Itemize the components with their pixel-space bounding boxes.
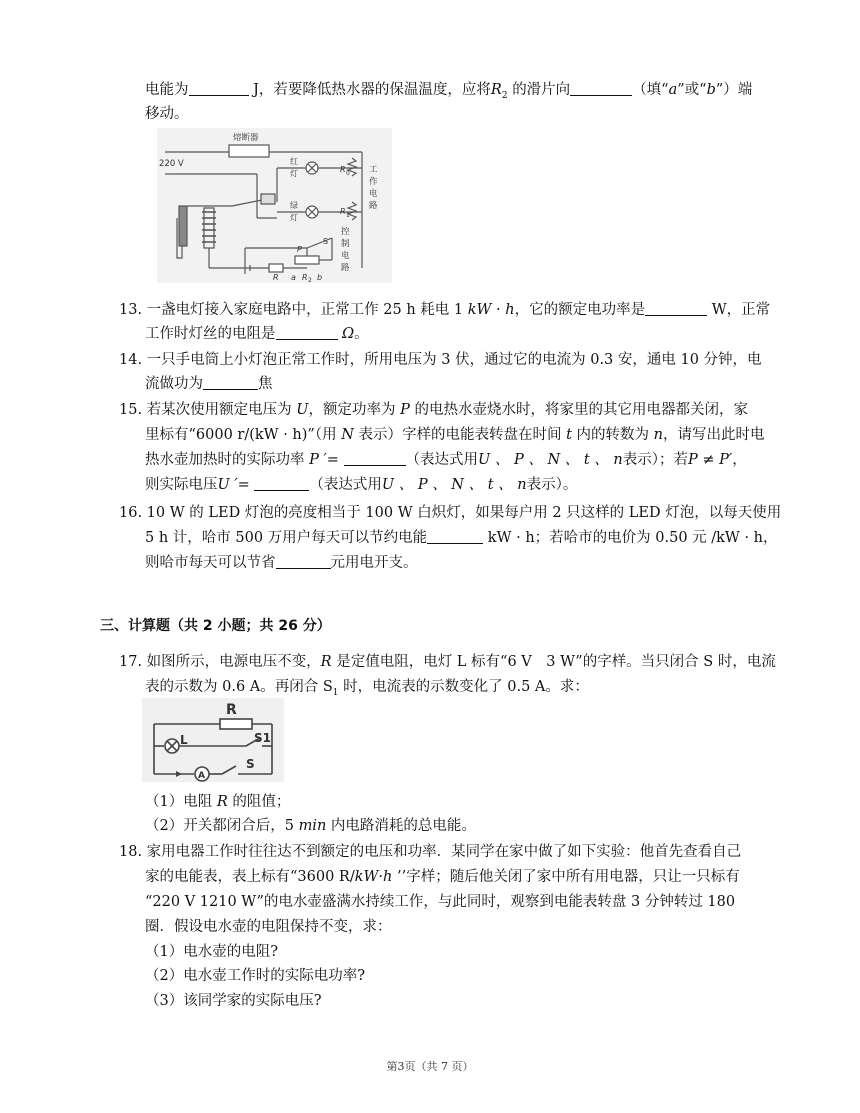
svg-text:灯: 灯 bbox=[290, 169, 298, 178]
svg-text:路: 路 bbox=[341, 263, 350, 273]
q18-line-4: 圈．假设电水壶的电阻保持不变，求： bbox=[145, 919, 392, 935]
q17-sub-2: （2）开关都闭合后，5 min 内电路消耗的总电能。 bbox=[145, 818, 476, 834]
q18-sub-2: （2）电水壶工作时的实际电功率? bbox=[145, 968, 365, 984]
q16-line-3: 则哈市每天可以节省 元用电开支。 bbox=[145, 555, 418, 571]
q18-line-2: 家的电能表，表上标有“3600 R/kW·h ’’字样；随后他关闭了家中所有用电器，只让一只标有 bbox=[145, 869, 740, 885]
q18-line-3: “220 V 1210 W”的电水壶盛满水持续工作，与此同时，观察到电能表转盘 3 分钟转过 180 bbox=[145, 894, 736, 910]
q17-sub-1: （1）电阻 R 的阻值； bbox=[145, 794, 291, 810]
svg-text:R: R bbox=[302, 273, 308, 282]
svg-text:S1: S1 bbox=[254, 731, 271, 745]
q14-line-1: 14. 一只手电筒上小灯泡正常工作时，所用电压为 3 伏，通过它的电流为 0.3 安，通电 10 分钟，电 bbox=[119, 352, 762, 368]
svg-text:绿: 绿 bbox=[290, 201, 298, 210]
svg-text:电: 电 bbox=[369, 189, 378, 199]
svg-text:电: 电 bbox=[341, 251, 350, 261]
q13-line-2: 工作时灯丝的电阻是 Ω。 bbox=[145, 326, 369, 342]
svg-text:工: 工 bbox=[369, 165, 378, 175]
svg-text:b: b bbox=[317, 273, 323, 282]
q15-line-2: 里标有“6000 r/(kW · h)”（用 N 表示）字样的电能表转盘在时间 t 内的转数为 n，请写出此时电 bbox=[145, 427, 765, 443]
svg-text:R: R bbox=[340, 165, 346, 174]
svg-text:作: 作 bbox=[369, 177, 378, 187]
q17-line-1: 17. 如图所示，电源电压不变，R 是定值电阻，电灯 L 标有“6 V 3 W”的字样。当只闭合 S 时，电流 bbox=[119, 654, 776, 670]
svg-text:R: R bbox=[273, 273, 279, 282]
svg-text:熔断器: 熔断器 bbox=[233, 133, 259, 143]
svg-text:R: R bbox=[340, 207, 346, 216]
q18-sub-3: （3）该同学家的实际电压? bbox=[145, 993, 322, 1009]
svg-text:制: 制 bbox=[341, 239, 350, 249]
svg-text:220 V: 220 V bbox=[159, 159, 184, 169]
q13-line-1: 13. 一盏电灯接入家庭电路中，正常工作 25 h 耗电 1 kW · h，它的额定电功率是 W，正常 bbox=[119, 302, 771, 318]
svg-text:1: 1 bbox=[346, 212, 350, 219]
svg-text:L: L bbox=[180, 733, 188, 747]
thermostat-circuit-figure bbox=[157, 128, 392, 283]
q18-line-1: 18. 家用电器工作时往往达不到额定的电压和功率．某同学在家中做了如下实验：他首先查看自己 bbox=[119, 844, 742, 860]
q17-line-2: 表的示数为 0.6 A。再闭合 $S_1$ 时，电流表的示数变化了 0.5 A。求： bbox=[145, 679, 589, 698]
svg-text:S: S bbox=[323, 237, 329, 246]
q16-line-2: 5 h 计，哈市 500 万用户每天可以节约电能 kW · h；若哈市的电价为 0.50 元 /kW · h， bbox=[145, 530, 778, 546]
svg-text:a: a bbox=[291, 273, 296, 282]
svg-text:R: R bbox=[226, 702, 237, 718]
svg-text:2: 2 bbox=[308, 277, 312, 283]
svg-text:红: 红 bbox=[290, 157, 298, 166]
q14-line-2: 流做功为 焦 bbox=[145, 376, 273, 392]
section-3-heading: 三、计算题（共 2 小题；共 26 分） bbox=[100, 618, 331, 634]
q15-line-4: 则实际电压U ′= （表达式用U 、 P 、 N 、 t 、 n表示）。 bbox=[145, 477, 578, 493]
svg-text:A: A bbox=[198, 771, 205, 781]
q15-line-1: 15. 若某次使用额定电压为 U，额定功率为 P 的电热水壶烧水时，将家里的其它用电器都关闭，家 bbox=[119, 402, 748, 418]
q12-line-1: 电能为 J，若要降低热水器的保温温度，应将$R_2$ 的滑片向 （填“a”或“b”）端 bbox=[145, 82, 753, 101]
q18-sub-1: （1）电水壶的电阻? bbox=[145, 944, 278, 960]
svg-text:0: 0 bbox=[346, 170, 350, 177]
q16-line-1: 16. 10 W 的 LED 灯泡的亮度相当于 100 W 白炽灯，如果每户用 2 只这样的 LED 灯泡，以每天使用 bbox=[119, 505, 782, 521]
q12-line-2: 移动。 bbox=[145, 106, 189, 122]
svg-text:S: S bbox=[246, 757, 255, 771]
svg-text:路: 路 bbox=[369, 201, 378, 211]
svg-text:灯: 灯 bbox=[290, 213, 298, 222]
q15-line-3: 热水壶加热时的实际功率 P ′= （表达式用U 、 P 、 N 、 t 、 n表示）；若P ≠ P′， bbox=[145, 452, 747, 468]
page-footer: 第3页（共 7 页） bbox=[386, 1060, 474, 1073]
svg-text:P: P bbox=[297, 245, 302, 254]
lamp-circuit-figure bbox=[142, 698, 284, 782]
svg-text:控: 控 bbox=[341, 227, 350, 237]
